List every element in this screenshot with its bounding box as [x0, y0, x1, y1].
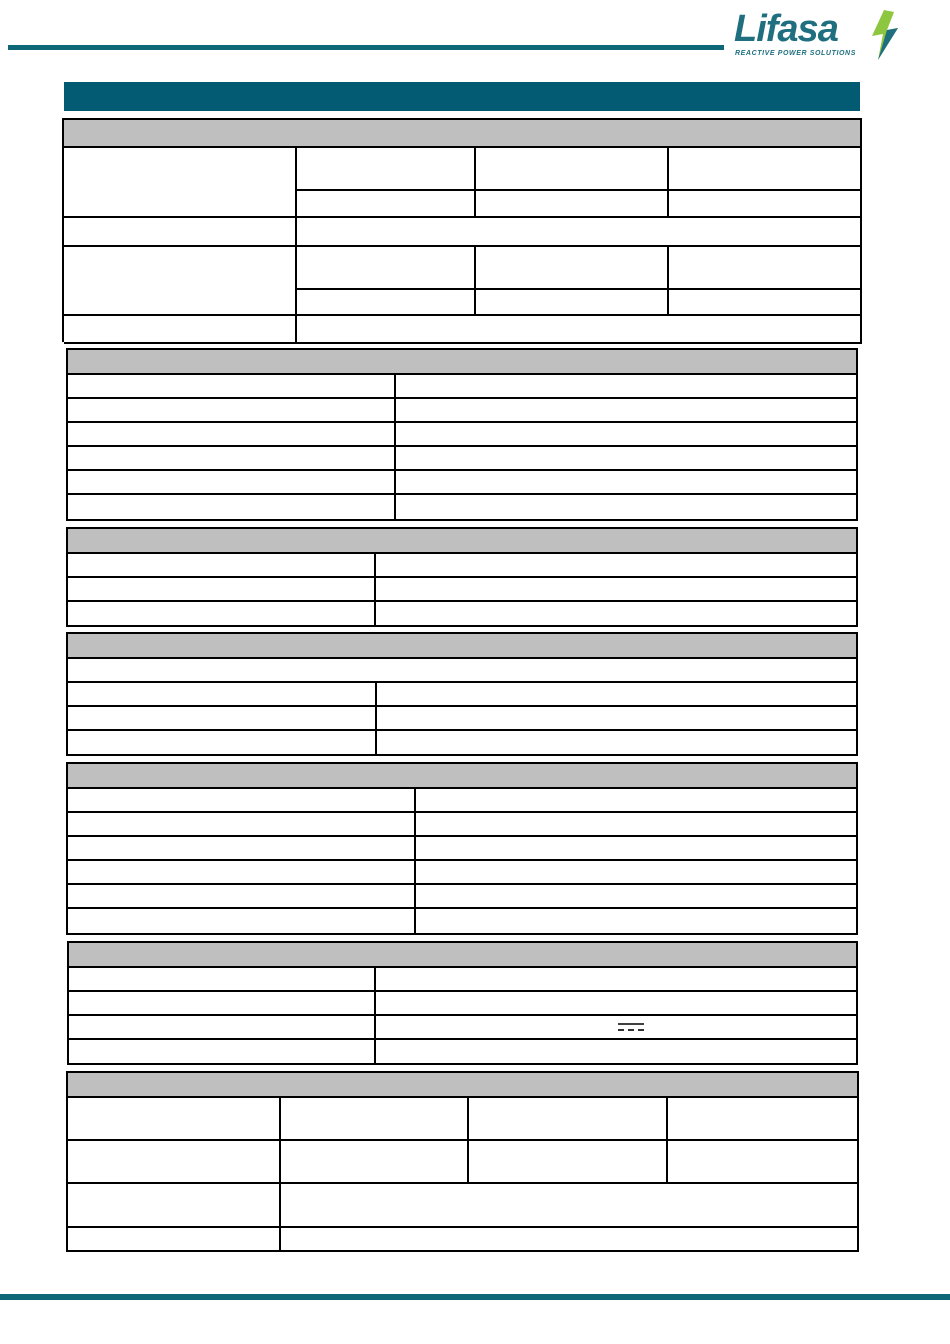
spec-table-5 [66, 762, 858, 935]
table-cell [68, 447, 396, 471]
table-cell [396, 399, 858, 423]
table-cell [68, 861, 416, 885]
table-cell [297, 148, 476, 191]
brand-logo [728, 6, 904, 62]
table-cell [68, 1228, 281, 1252]
table-cell [297, 247, 476, 290]
table-cell [68, 885, 416, 909]
logo-wordmark: Lifasa [734, 8, 838, 50]
title-bar [64, 82, 860, 111]
table-cell [68, 659, 858, 683]
table-cell [68, 789, 416, 813]
table-cell [469, 1098, 668, 1141]
table-cell [68, 683, 377, 707]
table-cell [396, 495, 858, 521]
table-cell [68, 495, 396, 521]
direct-current-symbol-icon [617, 1022, 645, 1032]
table-cell [416, 861, 858, 885]
table-cell [376, 992, 858, 1016]
footer-rule [0, 1294, 950, 1300]
table-header [68, 764, 858, 789]
table-cell [416, 837, 858, 861]
table-cell [416, 885, 858, 909]
table-cell [669, 247, 862, 290]
table-cell [68, 731, 377, 756]
table-header [68, 350, 858, 375]
table-cell [69, 968, 376, 992]
table-cell [64, 148, 297, 218]
table-cell [68, 837, 416, 861]
table-cell [669, 148, 862, 191]
table-cell [68, 707, 377, 731]
table-cell [68, 1098, 281, 1141]
table-cell [669, 290, 862, 316]
table-cell [668, 1098, 859, 1141]
table-cell [69, 992, 376, 1016]
table-cell [469, 1141, 668, 1184]
table-cell [377, 707, 858, 731]
spec-table-6 [67, 941, 858, 1065]
table-cell [68, 399, 396, 423]
table-cell [376, 602, 858, 627]
table-cell [668, 1141, 859, 1184]
table-cell [69, 1040, 376, 1065]
table-cell [396, 471, 858, 495]
table-cell [377, 683, 858, 707]
table-cell [68, 1184, 281, 1228]
table-cell [281, 1184, 859, 1228]
table-cell [476, 148, 669, 191]
lightning-bolt-icon [868, 10, 902, 60]
table-cell [68, 554, 376, 578]
spec-table-4 [66, 632, 858, 756]
table-cell [281, 1141, 469, 1184]
spec-table-1 [62, 118, 862, 342]
table-cell [68, 1141, 281, 1184]
table-cell [297, 290, 476, 316]
table-cell [416, 789, 858, 813]
table-cell [376, 968, 858, 992]
table-cell [376, 578, 858, 602]
table-cell [68, 375, 396, 399]
table-header [68, 1073, 859, 1098]
table-cell [68, 813, 416, 837]
table-cell [64, 316, 297, 344]
table-cell [68, 423, 396, 447]
table-cell [68, 578, 376, 602]
table-cell [69, 1016, 376, 1040]
table-cell [64, 247, 297, 316]
table-cell [68, 602, 376, 627]
table-cell [669, 191, 862, 218]
table-cell [297, 191, 476, 218]
logo-tagline: REACTIVE POWER SOLUTIONS [735, 50, 856, 57]
table-cell [396, 423, 858, 447]
table-cell [416, 813, 858, 837]
table-header [69, 943, 858, 968]
spec-table-2 [66, 348, 858, 521]
table-cell [376, 1040, 858, 1065]
table-cell [281, 1098, 469, 1141]
table-cell [416, 909, 858, 935]
table-header [64, 120, 862, 148]
table-cell [297, 218, 862, 247]
table-cell [68, 471, 396, 495]
table-cell [281, 1228, 859, 1252]
table-cell [396, 375, 858, 399]
spec-table-7 [66, 1071, 859, 1252]
spec-table-3 [66, 527, 858, 627]
table-cell [476, 191, 669, 218]
header-rule [8, 45, 724, 50]
table-header [68, 529, 858, 554]
table-cell [376, 554, 858, 578]
table-cell [476, 247, 669, 290]
table-cell [476, 290, 669, 316]
table-cell [396, 447, 858, 471]
table-cell [297, 316, 862, 344]
table-cell [64, 218, 297, 247]
table-header [68, 634, 858, 659]
table-cell [377, 731, 858, 756]
table-cell [68, 909, 416, 935]
